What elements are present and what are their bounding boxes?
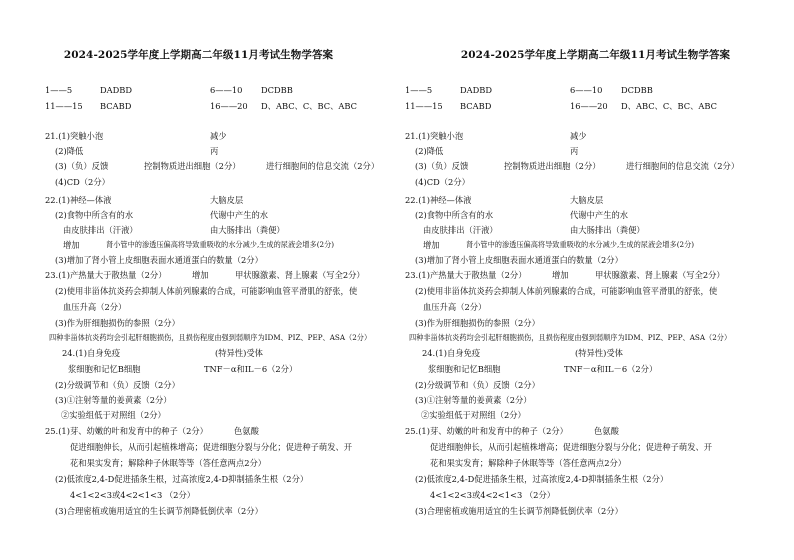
q23-line: (2)使用非甾体抗炎药会抑制人体前列腺素的合成，可能影响血管平滑肌的舒张，使 bbox=[55, 286, 358, 296]
q21-line: (2)降低 bbox=[55, 146, 84, 156]
q21-line: 丙 bbox=[210, 146, 219, 156]
q21-line: (4)CD（2分） bbox=[415, 177, 470, 187]
q25-line: (2)低浓度2,4-D促进插条生根，过高浓度2,4-D抑制插条生根（2分） bbox=[415, 474, 669, 484]
q25-line: 花和果实发育；解除种子休眠等等（答任意两点2分） bbox=[70, 458, 267, 468]
q25-line: 花和果实发育；解除种子休眠等等（答任意两点2分） bbox=[430, 458, 627, 468]
q22-line: 由大肠排出（粪便） bbox=[210, 225, 285, 235]
q23-line: 增加 bbox=[552, 270, 569, 280]
q22-line: 代谢中产生的水 bbox=[570, 210, 629, 220]
q23-line: 甲状腺激素、肾上腺素（写全2分） bbox=[595, 270, 725, 280]
q24-line: 24.(1)自身免疫 bbox=[62, 348, 121, 358]
q23-line: (3)作为肝细胞损伤的参照（2分） bbox=[55, 318, 180, 328]
q22-line: 由皮肤排出（汗液） bbox=[423, 225, 498, 235]
q22-line: (3)增加了肾小管上皮细胞表面水通道蛋白的数量（2分） bbox=[55, 255, 263, 265]
q24-line: ②实验组低于对照组（2分） bbox=[421, 410, 526, 420]
q21-line: 21.(1)突触小泡 bbox=[405, 131, 464, 141]
mc-range-4: 16——20 bbox=[210, 101, 248, 111]
q24-line: 24.(1)自身免疫 bbox=[422, 348, 481, 358]
q24-line: (3)①注射等量的姜黄素（2分） bbox=[55, 395, 172, 405]
q25-line: (3)合理密植或施用适宜的生长调节剂降低倒伏率（2分） bbox=[55, 506, 263, 516]
q24-line: (2)分级调节和（负）反馈（2分） bbox=[415, 380, 540, 390]
q23-line: 23.(1)产热量大于散热量（2分） bbox=[45, 270, 167, 280]
q24-line: (2)分级调节和（负）反馈（2分） bbox=[55, 380, 180, 390]
q22-line: (3)增加了肾小管上皮细胞表面水通道蛋白的数量（2分） bbox=[415, 255, 623, 265]
q21-line: 控制物质进出细胞（2分） bbox=[504, 161, 601, 171]
q21-line: (4)CD（2分） bbox=[55, 177, 110, 187]
answer-page-right bbox=[397, 0, 794, 560]
mc-range-1: 1——5 bbox=[405, 85, 433, 95]
q22-line: 大脑皮层 bbox=[210, 195, 244, 205]
mc-answers-4: D、ABC、C、BC、ABC bbox=[261, 101, 357, 111]
mc-answers-1: DADBD bbox=[460, 85, 493, 95]
q23-line: 23.(1)产热量大于散热量（2分） bbox=[405, 270, 527, 280]
q22-line: 肾小管中的渗透压偏高将导致重吸收的水分减少,生成的尿液会增多(2分) bbox=[466, 240, 695, 249]
mc-range-3: 11——15 bbox=[45, 101, 83, 111]
q24-line: 浆细胞和记忆B细胞 bbox=[68, 364, 141, 374]
q22-line: 肾小管中的渗透压偏高将导致重吸收的水分减少,生成的尿液会增多(2分) bbox=[106, 240, 335, 249]
q21-line: (3)（负）反馈 bbox=[55, 161, 109, 171]
q21-line: 进行细胞间的信息交流（2分） bbox=[626, 161, 740, 171]
mc-range-4: 16——20 bbox=[570, 101, 608, 111]
q25-line: 色氨酸 bbox=[594, 426, 619, 436]
q24-line: (3)①注射等量的姜黄素（2分） bbox=[415, 395, 532, 405]
q25-line: 25.(1)芽、幼嫩的叶和发育中的种子（2分） bbox=[45, 426, 208, 436]
q24-line: (特异性)受体 bbox=[575, 348, 623, 358]
q21-line: 进行细胞间的信息交流（2分） bbox=[266, 161, 380, 171]
q22-line: 代谢中产生的水 bbox=[210, 210, 269, 220]
q23-line: 四种非甾体抗炎药均会引起肝细胞损伤，且损伤程度由强到弱顺序为IDM、PIZ、PEP、ASA（2分） bbox=[49, 333, 372, 342]
q21-line: (3)（负）反馈 bbox=[415, 161, 469, 171]
mc-answers-4: D、ABC、C、BC、ABC bbox=[621, 101, 717, 111]
q25-line: (2)低浓度2,4-D促进插条生根，过高浓度2,4-D抑制插条生根（2分） bbox=[55, 474, 309, 484]
mc-answers-3: BCABD bbox=[460, 101, 492, 111]
q21-line: 控制物质进出细胞（2分） bbox=[144, 161, 241, 171]
q25-line: 色氨酸 bbox=[234, 426, 259, 436]
q25-line: 促进细胞伸长，从而引起植株增高；促进细胞分裂与分化；促进种子萌发、开 bbox=[430, 442, 713, 452]
q21-line: 减少 bbox=[570, 131, 587, 141]
mc-range-2: 6——10 bbox=[210, 85, 243, 95]
mc-range-2: 6——10 bbox=[570, 85, 603, 95]
q24-line: 浆细胞和记忆B细胞 bbox=[428, 364, 501, 374]
q22-line: 由皮肤排出（汗液） bbox=[63, 225, 138, 235]
q22-line: 由大肠排出（粪便） bbox=[570, 225, 645, 235]
q22-line: 增加 bbox=[63, 240, 80, 250]
q23-line: (2)使用非甾体抗炎药会抑制人体前列腺素的合成，可能影响血管平滑肌的舒张，使 bbox=[415, 286, 718, 296]
q22-line: 22.(1)神经—体液 bbox=[405, 195, 472, 205]
q22-line: 22.(1)神经—体液 bbox=[45, 195, 112, 205]
q22-line: 大脑皮层 bbox=[570, 195, 604, 205]
page-title: 2024-2025学年度上学期高二年级11月考试生物学答案 bbox=[460, 49, 731, 61]
q23-line: 甲状腺激素、肾上腺素（写全2分） bbox=[235, 270, 365, 280]
q25-line: (3)合理密植或施用适宜的生长调节剂降低倒伏率（2分） bbox=[415, 506, 623, 516]
q21-line: (2)降低 bbox=[415, 146, 444, 156]
q25-line: 4<1<2<3或4<2<1<3 （2分） bbox=[70, 490, 196, 500]
mc-answers-3: BCABD bbox=[100, 101, 132, 111]
q24-line: TNF－α和IL－6（2分） bbox=[564, 364, 658, 374]
q21-line: 丙 bbox=[570, 146, 579, 156]
q21-line: 减少 bbox=[210, 131, 227, 141]
q22-line: 增加 bbox=[423, 240, 440, 250]
q25-line: 4<1<2<3或4<2<1<3 （2分） bbox=[430, 490, 556, 500]
q25-line: 促进细胞伸长，从而引起植株增高；促进细胞分裂与分化；促进种子萌发、开 bbox=[70, 442, 353, 452]
mc-range-3: 11——15 bbox=[405, 101, 443, 111]
page-title: 2024-2025学年度上学期高二年级11月考试生物学答案 bbox=[63, 49, 334, 61]
mc-answers-2: DCDBB bbox=[621, 85, 653, 95]
q22-line: (2)食物中所含有的水 bbox=[415, 210, 494, 220]
mc-answers-1: DADBD bbox=[100, 85, 133, 95]
q25-line: 25.(1)芽、幼嫩的叶和发育中的种子（2分） bbox=[405, 426, 568, 436]
q23-line: (3)作为肝细胞损伤的参照（2分） bbox=[415, 318, 540, 328]
mc-answers-2: DCDBB bbox=[261, 85, 293, 95]
q24-line: (特异性)受体 bbox=[215, 348, 263, 358]
q21-line: 21.(1)突触小泡 bbox=[45, 131, 104, 141]
mc-range-1: 1——5 bbox=[45, 85, 73, 95]
q22-line: (2)食物中所含有的水 bbox=[55, 210, 134, 220]
q23-line: 血压升高（2分） bbox=[423, 302, 487, 312]
q23-line: 四种非甾体抗炎药均会引起肝细胞损伤，且损伤程度由强到弱顺序为IDM、PIZ、PEP、ASA（2分） bbox=[409, 333, 732, 342]
q24-line: TNF－α和IL－6（2分） bbox=[204, 364, 298, 374]
q24-line: ②实验组低于对照组（2分） bbox=[61, 410, 166, 420]
q23-line: 血压升高（2分） bbox=[63, 302, 127, 312]
q23-line: 增加 bbox=[192, 270, 209, 280]
